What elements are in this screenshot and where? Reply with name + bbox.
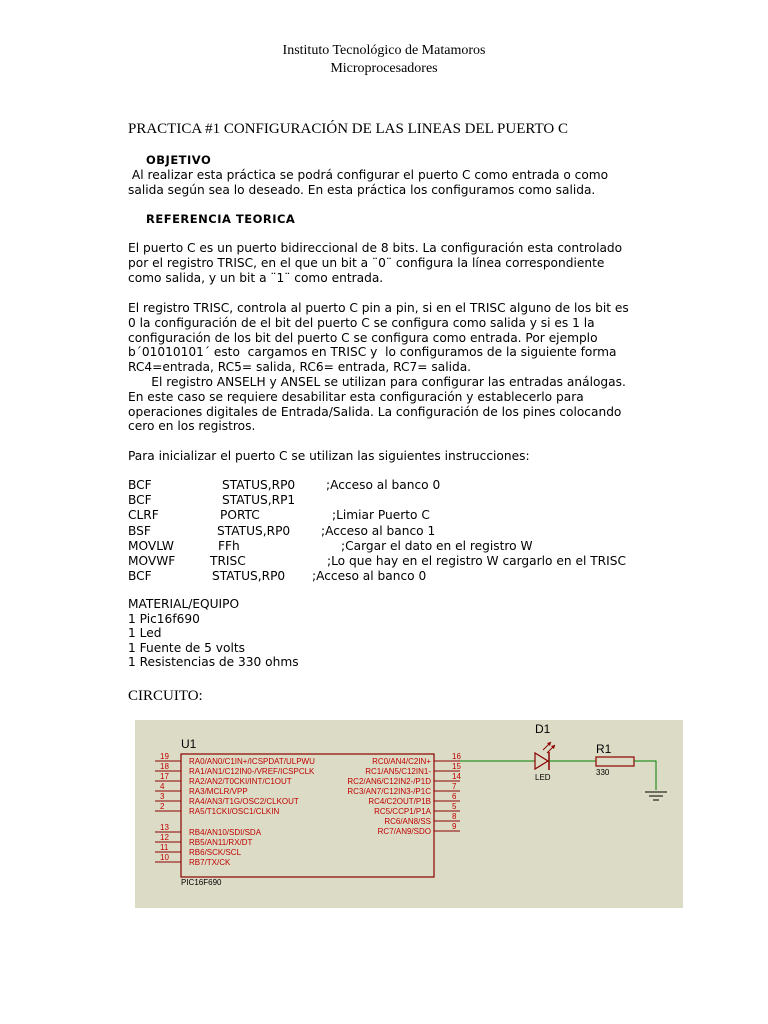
pin-name: RB4/AN10/SDI/SDA: [189, 828, 262, 837]
pin-name: RC4/C2OUT/P1B: [368, 797, 431, 806]
chip-reference: U1: [181, 737, 197, 751]
right-pin-group: [347, 752, 461, 836]
pin-name: RB7/TX/CK: [189, 858, 231, 867]
pin-number: 18: [160, 762, 169, 771]
pin-name: RC0/AN4/C2IN+: [372, 757, 431, 766]
pin-number: 11: [160, 843, 169, 852]
code-operand: TRISC: [210, 553, 246, 568]
pin-number: 17: [160, 772, 169, 781]
resistor-value: 330: [596, 768, 610, 777]
referencia-paragraph-1: El puerto C es un puerto bidireccional de 8 bits. La configuración esta controlado por el registro TRISC, en el que un bit a ¨0¨ configura la línea correspondiente como salida, y un bit a ¨1¨ como entrada.: [128, 241, 623, 285]
objetivo-heading: OBJETIVO: [146, 153, 212, 167]
pin-number: 10: [160, 853, 169, 862]
code-operand: STATUS,RP0: [222, 478, 296, 492]
referencia-paragraph-2: El registro TRISC, controla al puerto C pin a pin, si en el TRISC alguno de los bit es 0 la configuración de el bit del puerto C se configura como salida y si es 1 la configuración de los bit del puerto C se configura como entrada. Por ejemplo b´01010101´ esto cargamos en TRISC y lo configuramos de la siguiente forma RC4=entrada, RC5= salida, RC6= entrada, RC7= salida. El registro ANSELH y ANSEL se utilizan para configurar las entradas análogas. En este caso se requiere desabilitar esta configuración y establecerlo para operaciones digitales de Entrada/Salida. La configuración de los pines colocando cero en los registros.: [128, 301, 629, 434]
pin-name: RC2/AN6/C12IN2-/P1D: [347, 777, 431, 786]
code-comment: ;Acceso al banco 0: [326, 478, 441, 492]
code-opcode: MOVWF: [128, 553, 176, 568]
institution-header: Instituto Tecnológico de Matamoros: [282, 43, 486, 58]
led-reference: D1: [535, 722, 551, 736]
code-opcode: MOVLW: [128, 538, 174, 553]
pin-name: RA5/T1CKI/OSC1/CLKIN: [189, 807, 280, 816]
material-list: MATERIAL/EQUIPO 1 Pic16f690 1 Led 1 Fuente de 5 volts 1 Resistencias de 330 ohms: [128, 597, 299, 670]
circuit-heading: CIRCUITO:: [128, 688, 203, 704]
pin-name: RB6/SCK/SCL: [189, 848, 242, 857]
pin-name: RC1/AN5/C12IN1-: [365, 767, 431, 776]
pin-number: 13: [160, 823, 169, 832]
pin-name: RC5/CCP1/P1A: [374, 807, 431, 816]
resistor-symbol: [596, 757, 634, 766]
code-comment: ;Acceso al banco 1: [321, 523, 436, 538]
pin-number: 7: [452, 782, 457, 791]
pin-name: RC3/AN7/C12IN3-/P1C: [347, 787, 431, 796]
schematic-drawing: [135, 720, 683, 908]
pin-number: 8: [452, 812, 457, 821]
code-operand: STATUS,RP0: [217, 523, 291, 538]
code-opcode: BCF: [128, 493, 152, 508]
pin-name: RA1/AN1/C12IN0-/VREF/ICSPCLK: [189, 767, 315, 776]
pin-name: RA4/AN3/T1G/OSC2/CLKOUT: [189, 797, 299, 806]
left-pin-group: [155, 752, 315, 867]
course-header: Microprocesadores: [330, 61, 438, 76]
pin-number: 3: [160, 792, 165, 801]
referencia-paragraph-3: Para inicializar el puerto C se utilizan las siguientes instrucciones:: [128, 449, 530, 463]
ground-icon: [645, 792, 667, 800]
referencia-heading: REFERENCIA TEORICA: [146, 212, 296, 226]
chip-pin-left: [155, 823, 262, 837]
circuit-schematic: [135, 720, 683, 908]
code-opcode: BSF: [128, 523, 151, 538]
objetivo-text: Al realizar esta práctica se podrá configurar el puerto C como entrada o como salida según sea lo deseado. En esta práctica los configuramos como salida.: [128, 168, 609, 197]
pin-number: 19: [160, 752, 169, 761]
pin-number: 12: [160, 833, 169, 842]
code-opcode: BCF: [128, 478, 152, 492]
resistor-reference: R1: [596, 742, 612, 756]
pin-number: 2: [160, 802, 165, 811]
pin-number: 4: [160, 782, 165, 791]
code-operand: PORTC: [220, 508, 260, 523]
pin-number: 16: [452, 752, 461, 761]
code-opcode: CLRF: [128, 508, 159, 523]
code-comment: ;Lo que hay en el registro W cargarlo en el TRISC: [327, 553, 626, 568]
code-operand: STATUS,RP1: [222, 493, 296, 508]
code-opcode: BCF: [128, 569, 152, 584]
practice-title: PRACTICA #1 CONFIGURACIÓN DE LAS LINEAS DEL PUERTO C: [128, 121, 568, 137]
ground-wire: [634, 761, 656, 790]
pin-name: RA2/AN2/T0CKI/INT/C1OUT: [189, 777, 292, 786]
pin-number: 9: [452, 822, 457, 831]
pin-name: RC6/AN8/SS: [384, 817, 431, 826]
chip-part-number: PIC16F690: [181, 878, 222, 887]
pin-name: RC7/AN9/SDO: [377, 827, 431, 836]
pin-name: RA0/AN0/C1IN+/ICSPDAT/ULPWU: [189, 757, 315, 766]
pin-number: 5: [452, 802, 457, 811]
code-operand: FFh: [218, 538, 240, 553]
pin-number: 6: [452, 792, 457, 801]
led-label: LED: [535, 773, 551, 782]
pin-number: 15: [452, 762, 461, 771]
code-operand: STATUS,RP0: [212, 569, 286, 584]
code-comment: ;Cargar el dato en el registro W: [341, 538, 533, 553]
led-symbol: [535, 742, 555, 770]
code-comment: ;Acceso al banco 0: [312, 569, 427, 584]
pin-name: RA3/MCLR/VPP: [189, 787, 248, 796]
code-comment: ;Limiar Puerto C: [332, 508, 430, 523]
pin-name: RB5/AN11/RX/DT: [189, 838, 253, 847]
pin-number: 14: [452, 772, 461, 781]
